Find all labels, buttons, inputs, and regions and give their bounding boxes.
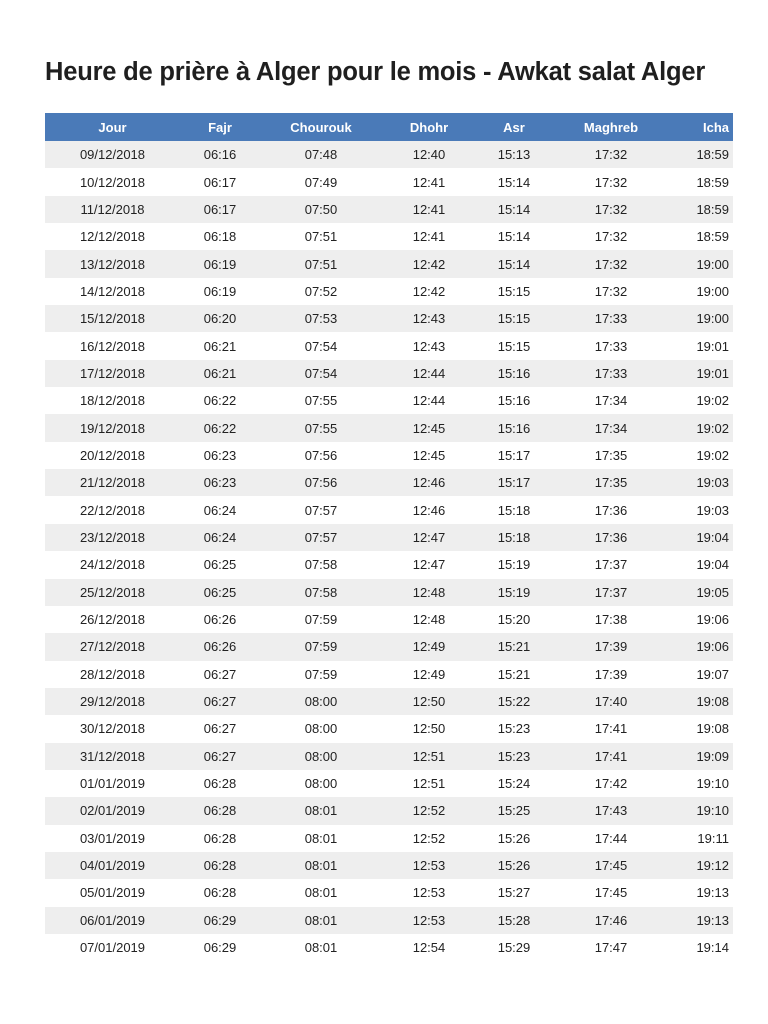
cell-chourouk: 07:56 bbox=[304, 475, 338, 491]
cell-chourouk: 07:58 bbox=[304, 584, 338, 600]
table-row bbox=[45, 469, 733, 496]
cell-maghreb: 17:32 bbox=[594, 174, 628, 190]
table-row bbox=[45, 688, 733, 715]
cell-chourouk: 07:54 bbox=[304, 338, 338, 354]
cell-maghreb: 17:38 bbox=[594, 612, 628, 628]
cell-fajr: 06:19 bbox=[203, 283, 237, 299]
table-row bbox=[45, 223, 733, 250]
cell-asr: 15:19 bbox=[497, 557, 531, 573]
cell-asr: 15:17 bbox=[497, 447, 531, 463]
cell-dhohr: 12:51 bbox=[412, 776, 446, 792]
cell-icha: 19:00 bbox=[696, 256, 729, 272]
table-row bbox=[45, 387, 733, 414]
cell-icha: 19:03 bbox=[696, 475, 729, 491]
cell-date: 07/01/2019 bbox=[79, 940, 146, 956]
cell-icha: 19:10 bbox=[696, 776, 729, 792]
cell-asr: 15:26 bbox=[497, 858, 531, 874]
cell-fajr: 06:27 bbox=[203, 748, 237, 764]
table-row bbox=[45, 414, 733, 441]
cell-maghreb: 17:33 bbox=[594, 338, 628, 354]
cell-chourouk: 07:59 bbox=[304, 666, 338, 682]
table-row bbox=[45, 606, 733, 633]
cell-icha: 19:01 bbox=[696, 365, 729, 381]
cell-asr: 15:26 bbox=[497, 830, 531, 846]
cell-maghreb: 17:32 bbox=[594, 283, 628, 299]
cell-maghreb: 17:37 bbox=[594, 557, 628, 573]
cell-asr: 15:15 bbox=[497, 338, 531, 354]
cell-date: 10/12/2018 bbox=[79, 174, 146, 190]
cell-icha: 19:03 bbox=[696, 502, 729, 518]
cell-asr: 15:13 bbox=[497, 147, 531, 163]
cell-fajr: 06:28 bbox=[203, 803, 237, 819]
cell-chourouk: 07:49 bbox=[304, 174, 338, 190]
cell-date: 06/01/2019 bbox=[79, 912, 146, 928]
cell-asr: 15:14 bbox=[497, 229, 531, 245]
cell-chourouk: 07:55 bbox=[304, 420, 338, 436]
cell-chourouk: 08:00 bbox=[304, 776, 338, 792]
cell-chourouk: 07:51 bbox=[304, 229, 338, 245]
cell-fajr: 06:27 bbox=[203, 694, 237, 710]
cell-icha: 19:04 bbox=[696, 529, 729, 545]
cell-chourouk: 07:48 bbox=[304, 147, 338, 163]
table-row bbox=[45, 168, 733, 195]
cell-fajr: 06:16 bbox=[203, 147, 237, 163]
cell-date: 03/01/2019 bbox=[79, 830, 146, 846]
table-row bbox=[45, 196, 733, 223]
table-row bbox=[45, 907, 733, 934]
cell-maghreb: 17:35 bbox=[594, 475, 628, 491]
column-header-dhohr: Dhohr bbox=[409, 119, 449, 135]
cell-fajr: 06:20 bbox=[203, 311, 237, 327]
cell-icha: 19:02 bbox=[696, 447, 729, 463]
cell-date: 04/01/2019 bbox=[79, 858, 146, 874]
cell-fajr: 06:23 bbox=[203, 447, 237, 463]
table-row bbox=[45, 661, 733, 688]
cell-maghreb: 17:39 bbox=[594, 639, 628, 655]
cell-date: 21/12/2018 bbox=[79, 475, 146, 491]
cell-icha: 19:12 bbox=[696, 858, 729, 874]
table-row bbox=[45, 551, 733, 578]
cell-asr: 15:15 bbox=[497, 283, 531, 299]
table-row bbox=[45, 360, 733, 387]
cell-fajr: 06:24 bbox=[203, 502, 237, 518]
cell-date: 19/12/2018 bbox=[79, 420, 146, 436]
cell-fajr: 06:17 bbox=[203, 201, 237, 217]
cell-chourouk: 07:58 bbox=[304, 557, 338, 573]
table-row bbox=[45, 852, 733, 879]
cell-asr: 15:15 bbox=[497, 311, 531, 327]
cell-dhohr: 12:46 bbox=[412, 502, 446, 518]
cell-chourouk: 07:56 bbox=[304, 447, 338, 463]
cell-maghreb: 17:33 bbox=[594, 365, 628, 381]
cell-fajr: 06:25 bbox=[203, 557, 237, 573]
cell-dhohr: 12:50 bbox=[412, 694, 446, 710]
table-row bbox=[45, 278, 733, 305]
table-row bbox=[45, 305, 733, 332]
cell-icha: 19:13 bbox=[696, 912, 729, 928]
cell-date: 23/12/2018 bbox=[79, 529, 146, 545]
cell-fajr: 06:26 bbox=[203, 612, 237, 628]
cell-asr: 15:21 bbox=[497, 639, 531, 655]
column-header-chourouk: Chourouk bbox=[290, 119, 352, 135]
cell-chourouk: 07:54 bbox=[304, 365, 338, 381]
cell-icha: 19:08 bbox=[696, 721, 729, 737]
cell-chourouk: 07:59 bbox=[304, 639, 338, 655]
cell-date: 25/12/2018 bbox=[79, 584, 146, 600]
cell-icha: 19:11 bbox=[697, 830, 729, 846]
cell-chourouk: 07:53 bbox=[304, 311, 338, 327]
column-header-fajr: Fajr bbox=[208, 119, 232, 135]
cell-icha: 19:00 bbox=[696, 283, 729, 299]
cell-asr: 15:27 bbox=[497, 885, 531, 901]
cell-date: 31/12/2018 bbox=[79, 748, 146, 764]
cell-dhohr: 12:50 bbox=[412, 721, 446, 737]
cell-asr: 15:25 bbox=[497, 803, 531, 819]
cell-chourouk: 08:00 bbox=[304, 748, 338, 764]
cell-fajr: 06:21 bbox=[203, 338, 237, 354]
cell-maghreb: 17:45 bbox=[594, 858, 628, 874]
cell-maghreb: 17:46 bbox=[594, 912, 628, 928]
cell-date: 20/12/2018 bbox=[79, 447, 146, 463]
cell-maghreb: 17:36 bbox=[594, 529, 628, 545]
cell-date: 30/12/2018 bbox=[79, 721, 146, 737]
cell-icha: 18:59 bbox=[696, 201, 729, 217]
cell-maghreb: 17:35 bbox=[594, 447, 628, 463]
cell-dhohr: 12:53 bbox=[412, 858, 446, 874]
cell-asr: 15:21 bbox=[497, 666, 531, 682]
cell-dhohr: 12:40 bbox=[412, 147, 446, 163]
cell-dhohr: 12:49 bbox=[412, 666, 446, 682]
cell-dhohr: 12:54 bbox=[412, 940, 446, 956]
cell-chourouk: 07:57 bbox=[304, 529, 338, 545]
cell-date: 18/12/2018 bbox=[79, 393, 146, 409]
cell-date: 15/12/2018 bbox=[79, 311, 146, 327]
cell-date: 13/12/2018 bbox=[79, 256, 146, 272]
table-body bbox=[45, 141, 733, 961]
cell-asr: 15:29 bbox=[497, 940, 531, 956]
cell-date: 17/12/2018 bbox=[79, 365, 146, 381]
cell-asr: 15:28 bbox=[497, 912, 531, 928]
cell-dhohr: 12:48 bbox=[412, 612, 446, 628]
cell-asr: 15:23 bbox=[497, 721, 531, 737]
cell-chourouk: 08:01 bbox=[304, 803, 338, 819]
table-row bbox=[45, 442, 733, 469]
cell-asr: 15:14 bbox=[497, 201, 531, 217]
cell-maghreb: 17:45 bbox=[594, 885, 628, 901]
cell-icha: 19:14 bbox=[696, 940, 729, 956]
column-header-jour: Jour bbox=[98, 119, 127, 135]
cell-date: 09/12/2018 bbox=[79, 147, 146, 163]
cell-chourouk: 08:01 bbox=[304, 830, 338, 846]
cell-date: 02/01/2019 bbox=[79, 803, 146, 819]
cell-chourouk: 08:01 bbox=[304, 885, 338, 901]
cell-fajr: 06:22 bbox=[203, 393, 237, 409]
table-row bbox=[45, 743, 733, 770]
cell-fajr: 06:21 bbox=[203, 365, 237, 381]
cell-asr: 15:20 bbox=[497, 612, 531, 628]
cell-dhohr: 12:51 bbox=[412, 748, 446, 764]
cell-fajr: 06:28 bbox=[203, 776, 237, 792]
cell-maghreb: 17:43 bbox=[594, 803, 628, 819]
document-page bbox=[45, 0, 733, 961]
cell-icha: 19:01 bbox=[696, 338, 729, 354]
cell-fajr: 06:28 bbox=[203, 830, 237, 846]
cell-icha: 19:08 bbox=[696, 694, 729, 710]
table-row bbox=[45, 825, 733, 852]
cell-icha: 19:06 bbox=[696, 612, 729, 628]
cell-asr: 15:14 bbox=[497, 256, 531, 272]
cell-fajr: 06:29 bbox=[203, 912, 237, 928]
cell-dhohr: 12:46 bbox=[412, 475, 446, 491]
cell-maghreb: 17:39 bbox=[594, 666, 628, 682]
cell-date: 29/12/2018 bbox=[79, 694, 146, 710]
cell-maghreb: 17:37 bbox=[594, 584, 628, 600]
cell-maghreb: 17:42 bbox=[594, 776, 628, 792]
cell-dhohr: 12:49 bbox=[412, 639, 446, 655]
cell-maghreb: 17:41 bbox=[594, 748, 628, 764]
cell-dhohr: 12:43 bbox=[412, 338, 446, 354]
cell-dhohr: 12:41 bbox=[412, 201, 446, 217]
cell-icha: 19:05 bbox=[696, 584, 729, 600]
cell-chourouk: 07:59 bbox=[304, 612, 338, 628]
cell-fajr: 06:26 bbox=[203, 639, 237, 655]
cell-icha: 19:00 bbox=[696, 311, 729, 327]
cell-asr: 15:24 bbox=[497, 776, 531, 792]
header-row bbox=[45, 113, 733, 141]
cell-dhohr: 12:43 bbox=[412, 311, 446, 327]
cell-icha: 19:09 bbox=[696, 748, 729, 764]
cell-dhohr: 12:52 bbox=[412, 803, 446, 819]
cell-chourouk: 08:00 bbox=[304, 694, 338, 710]
cell-icha: 18:59 bbox=[696, 229, 729, 245]
cell-date: 05/01/2019 bbox=[79, 885, 146, 901]
cell-fajr: 06:29 bbox=[203, 940, 237, 956]
cell-fajr: 06:28 bbox=[203, 858, 237, 874]
table-header bbox=[45, 113, 733, 141]
cell-maghreb: 17:32 bbox=[594, 201, 628, 217]
cell-date: 24/12/2018 bbox=[79, 557, 146, 573]
cell-date: 01/01/2019 bbox=[79, 776, 146, 792]
cell-maghreb: 17:47 bbox=[594, 940, 628, 956]
cell-maghreb: 17:34 bbox=[594, 393, 628, 409]
cell-maghreb: 17:44 bbox=[594, 830, 628, 846]
cell-date: 27/12/2018 bbox=[79, 639, 146, 655]
cell-fajr: 06:27 bbox=[203, 666, 237, 682]
table-row bbox=[45, 633, 733, 660]
cell-icha: 18:59 bbox=[696, 147, 729, 163]
cell-dhohr: 12:45 bbox=[412, 420, 446, 436]
cell-fajr: 06:28 bbox=[203, 885, 237, 901]
cell-maghreb: 17:33 bbox=[594, 311, 628, 327]
cell-dhohr: 12:48 bbox=[412, 584, 446, 600]
cell-fajr: 06:18 bbox=[203, 229, 237, 245]
cell-icha: 19:02 bbox=[696, 393, 729, 409]
table-row bbox=[45, 797, 733, 824]
table-row bbox=[45, 496, 733, 523]
prayer-times-table-container bbox=[45, 113, 733, 961]
prayer-times-table bbox=[45, 113, 733, 961]
cell-icha: 19:04 bbox=[696, 557, 729, 573]
cell-fajr: 06:24 bbox=[203, 529, 237, 545]
cell-date: 14/12/2018 bbox=[79, 283, 146, 299]
cell-asr: 15:22 bbox=[497, 694, 531, 710]
cell-chourouk: 07:55 bbox=[304, 393, 338, 409]
cell-chourouk: 08:01 bbox=[304, 940, 338, 956]
cell-maghreb: 17:32 bbox=[594, 256, 628, 272]
cell-asr: 15:18 bbox=[497, 529, 531, 545]
cell-fajr: 06:22 bbox=[203, 420, 237, 436]
cell-chourouk: 07:50 bbox=[304, 201, 338, 217]
cell-date: 28/12/2018 bbox=[79, 666, 146, 682]
cell-maghreb: 17:34 bbox=[594, 420, 628, 436]
cell-asr: 15:17 bbox=[497, 475, 531, 491]
cell-dhohr: 12:53 bbox=[412, 885, 446, 901]
cell-chourouk: 07:51 bbox=[304, 256, 338, 272]
table-row bbox=[45, 250, 733, 277]
cell-fajr: 06:17 bbox=[203, 174, 237, 190]
cell-fajr: 06:27 bbox=[203, 721, 237, 737]
table-row bbox=[45, 524, 733, 551]
cell-chourouk: 08:01 bbox=[304, 912, 338, 928]
table-row bbox=[45, 934, 733, 961]
table-row bbox=[45, 879, 733, 906]
cell-icha: 18:59 bbox=[696, 174, 729, 190]
table-row bbox=[45, 770, 733, 797]
table-row bbox=[45, 579, 733, 606]
cell-icha: 19:06 bbox=[696, 639, 729, 655]
cell-icha: 19:10 bbox=[696, 803, 729, 819]
cell-dhohr: 12:42 bbox=[412, 256, 446, 272]
cell-date: 22/12/2018 bbox=[79, 502, 146, 518]
cell-chourouk: 07:57 bbox=[304, 502, 338, 518]
cell-chourouk: 08:01 bbox=[304, 858, 338, 874]
cell-icha: 19:02 bbox=[696, 420, 729, 436]
cell-asr: 15:19 bbox=[497, 584, 531, 600]
cell-asr: 15:16 bbox=[497, 393, 531, 409]
cell-maghreb: 17:32 bbox=[594, 229, 628, 245]
column-header-asr: Asr bbox=[503, 119, 525, 135]
cell-dhohr: 12:53 bbox=[412, 912, 446, 928]
cell-date: 26/12/2018 bbox=[79, 612, 146, 628]
cell-dhohr: 12:47 bbox=[412, 557, 446, 573]
cell-asr: 15:16 bbox=[497, 365, 531, 381]
cell-date: 16/12/2018 bbox=[79, 338, 146, 354]
cell-asr: 15:14 bbox=[497, 174, 531, 190]
cell-dhohr: 12:44 bbox=[412, 365, 446, 381]
cell-dhohr: 12:42 bbox=[412, 283, 446, 299]
cell-date: 12/12/2018 bbox=[79, 229, 146, 245]
cell-chourouk: 08:00 bbox=[304, 721, 338, 737]
cell-dhohr: 12:44 bbox=[412, 393, 446, 409]
cell-icha: 19:07 bbox=[696, 666, 729, 682]
table-row bbox=[45, 332, 733, 359]
cell-dhohr: 12:52 bbox=[412, 830, 446, 846]
cell-asr: 15:18 bbox=[497, 502, 531, 518]
cell-dhohr: 12:41 bbox=[412, 229, 446, 245]
cell-fajr: 06:23 bbox=[203, 475, 237, 491]
table-row bbox=[45, 141, 733, 168]
cell-maghreb: 17:32 bbox=[594, 147, 628, 163]
table-row bbox=[45, 715, 733, 742]
cell-asr: 15:16 bbox=[497, 420, 531, 436]
column-header-maghreb: Maghreb bbox=[583, 119, 639, 135]
cell-dhohr: 12:47 bbox=[412, 529, 446, 545]
page-title: Heure de prière à Alger pour le mois - Awkat salat Alger bbox=[45, 58, 706, 86]
cell-date: 11/12/2018 bbox=[80, 201, 145, 217]
cell-maghreb: 17:36 bbox=[594, 502, 628, 518]
cell-dhohr: 12:45 bbox=[412, 447, 446, 463]
cell-dhohr: 12:41 bbox=[412, 174, 446, 190]
column-header-icha: Icha bbox=[702, 119, 729, 135]
cell-icha: 19:13 bbox=[696, 885, 729, 901]
cell-fajr: 06:25 bbox=[203, 584, 237, 600]
cell-fajr: 06:19 bbox=[203, 256, 237, 272]
cell-maghreb: 17:40 bbox=[594, 694, 628, 710]
cell-maghreb: 17:41 bbox=[594, 721, 628, 737]
cell-asr: 15:23 bbox=[497, 748, 531, 764]
cell-chourouk: 07:52 bbox=[304, 283, 338, 299]
